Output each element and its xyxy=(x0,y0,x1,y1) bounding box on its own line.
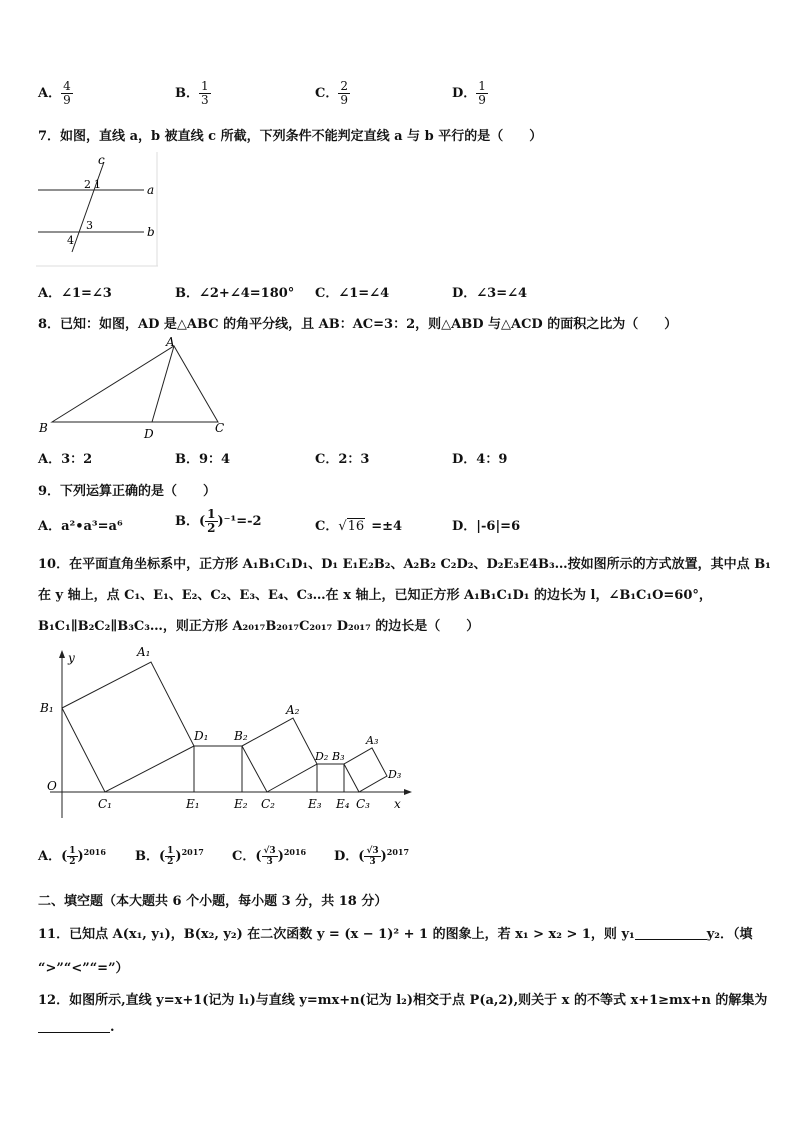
q6-option-a: A． $\frac{4}{9}$ xyxy=(38,79,71,107)
q11-line1: 11．已知点 A(x₁, y₁)，B(x₂, y₂) 在二次函数 y = (x − 1)² + 1 的图象上，若 x₁ > x₂ > 1，则 y₁ y₂．（填 xyxy=(38,927,753,942)
q9-option-a: A．a²•a³=a⁶ xyxy=(38,519,123,534)
q7-option-c: C．∠1=∠4 xyxy=(315,286,390,301)
q8-option-d: D．4：9 xyxy=(452,452,508,467)
q9-option-b: B．( $\frac{1}{2}$ )⁻¹=-2 xyxy=(175,507,262,535)
svg-text:C₃: C₃ xyxy=(356,797,370,811)
q9-option-c: C．√16 =±4 xyxy=(315,519,403,534)
q10-option-c: C．( $\frac{√3}{3}$ )$^{2016}$ xyxy=(232,846,307,867)
q10-figure xyxy=(36,640,416,822)
q11-line2: “>”“<”“=”） xyxy=(38,961,129,976)
svg-text:B₃: B₃ xyxy=(332,750,345,763)
q10-option-d: D．( $\frac{√3}{3}$ )$^{2017}$ xyxy=(334,846,410,867)
svg-text:x: x xyxy=(394,797,401,811)
q8-option-a: A．3：2 xyxy=(38,452,93,467)
q7-option-b: B．∠2+∠4=180° xyxy=(175,286,295,301)
q10-line2: 在 y 轴上，点 C₁、E₁、E₂、C₂、E₃、E₄、C₃…在 x 轴上，已知正方形 A₁B₁C₁D₁ 的边长为 l，∠B₁C₁O=60°， xyxy=(38,588,712,603)
q6-option-b: B． $\frac{1}{3}$ xyxy=(175,79,209,107)
svg-text:A₂: A₂ xyxy=(286,703,300,717)
q6-option-c: C． $\frac{2}{9}$ xyxy=(315,79,348,107)
q7-label-a: a xyxy=(147,183,155,197)
section-2-heading: 二、填空题（本大题共 6 个小题，每小题 3 分，共 18 分） xyxy=(38,894,388,909)
svg-text:A₃: A₃ xyxy=(366,734,379,747)
q11-blank[interactable] xyxy=(635,927,707,940)
svg-text:y: y xyxy=(68,651,75,665)
svg-text:D₃: D₃ xyxy=(388,768,402,781)
q6-option-d: D． $\frac{1}{9}$ xyxy=(452,79,486,107)
q8-option-c: C．2：3 xyxy=(315,452,370,467)
svg-text:C₁: C₁ xyxy=(98,797,112,811)
q12-blank[interactable] xyxy=(38,1020,110,1033)
q10-line1: 10．在平面直角坐标系中，正方形 A₁B₁C₁D₁、D₁ E₁E₂B₂、A₂B₂ C₂D₂、D₂E₃E4B₃…按如图所示的方式放置，其中点 B₁ xyxy=(38,557,771,572)
svg-text:E₂: E₂ xyxy=(234,797,248,811)
q7-stem: 7．如图，直线 a，b 被直线 c 所截，下列条件不能判定直线 a 与 b 平行的是（ ） xyxy=(38,129,543,144)
q7-option-d: D．∠3=∠4 xyxy=(452,286,528,301)
q10-option-b: B．( $\frac{1}{2}$ )$^{2017}$ xyxy=(135,846,204,867)
q10-line3: B₁C₁∥B₂C₂∥B₃C₃…，则正方形 A₂₀₁₇B₂₀₁₇C₂₀₁₇ D₂₀₁₇ 的边长是（ ） xyxy=(38,619,480,634)
q8-option-b: B．9：4 xyxy=(175,452,231,467)
q8-figure xyxy=(36,334,228,442)
q9-stem: 9．下列运算正确的是（ ） xyxy=(38,484,217,499)
svg-text:B₂: B₂ xyxy=(234,729,248,743)
q7-label-c: c xyxy=(98,153,105,167)
q8-label-b: B xyxy=(39,421,48,435)
q10-option-a: A．( $\frac{1}{2}$ )$^{2016}$ xyxy=(38,846,106,867)
q8-label-c: C xyxy=(215,421,225,435)
svg-text:O: O xyxy=(47,779,57,793)
q7-figure xyxy=(36,152,160,270)
q7-angle-4: 4 xyxy=(67,234,74,247)
q7-angle-1: 1 xyxy=(94,178,101,191)
q12-line1: 12．如图所示,直线 y=x+1(记为 l₁)与直线 y=mx+n(记为 l₂)相交于点 P(a,2),则关于 x 的不等式 x+1≥mx+n 的解集为 xyxy=(38,993,768,1008)
q7-option-a: A．∠1=∠3 xyxy=(38,286,112,301)
q8-label-d: D xyxy=(144,427,154,441)
svg-text:E₃: E₃ xyxy=(308,797,322,811)
svg-text:D₂: D₂ xyxy=(315,750,329,763)
q12-line2: . xyxy=(38,1020,115,1035)
svg-text:B₁: B₁ xyxy=(40,701,54,715)
q8-stem: 8．已知：如图，AD 是△ABC 的角平分线，且 AB：AC=3：2，则△ABD 与△ACD 的面积之比为（ ） xyxy=(38,317,678,332)
svg-text:E₁: E₁ xyxy=(186,797,200,811)
q8-label-a: A xyxy=(166,335,175,349)
q7-label-b: b xyxy=(147,225,155,239)
svg-text:C₂: C₂ xyxy=(261,797,275,811)
svg-text:E₄: E₄ xyxy=(336,797,350,811)
svg-text:A₁: A₁ xyxy=(137,645,151,659)
q9-option-d: D．|-6|=6 xyxy=(452,519,521,534)
q7-angle-3: 3 xyxy=(86,219,93,232)
svg-text:D₁: D₁ xyxy=(194,729,209,743)
q7-angle-2: 2 xyxy=(84,178,91,191)
